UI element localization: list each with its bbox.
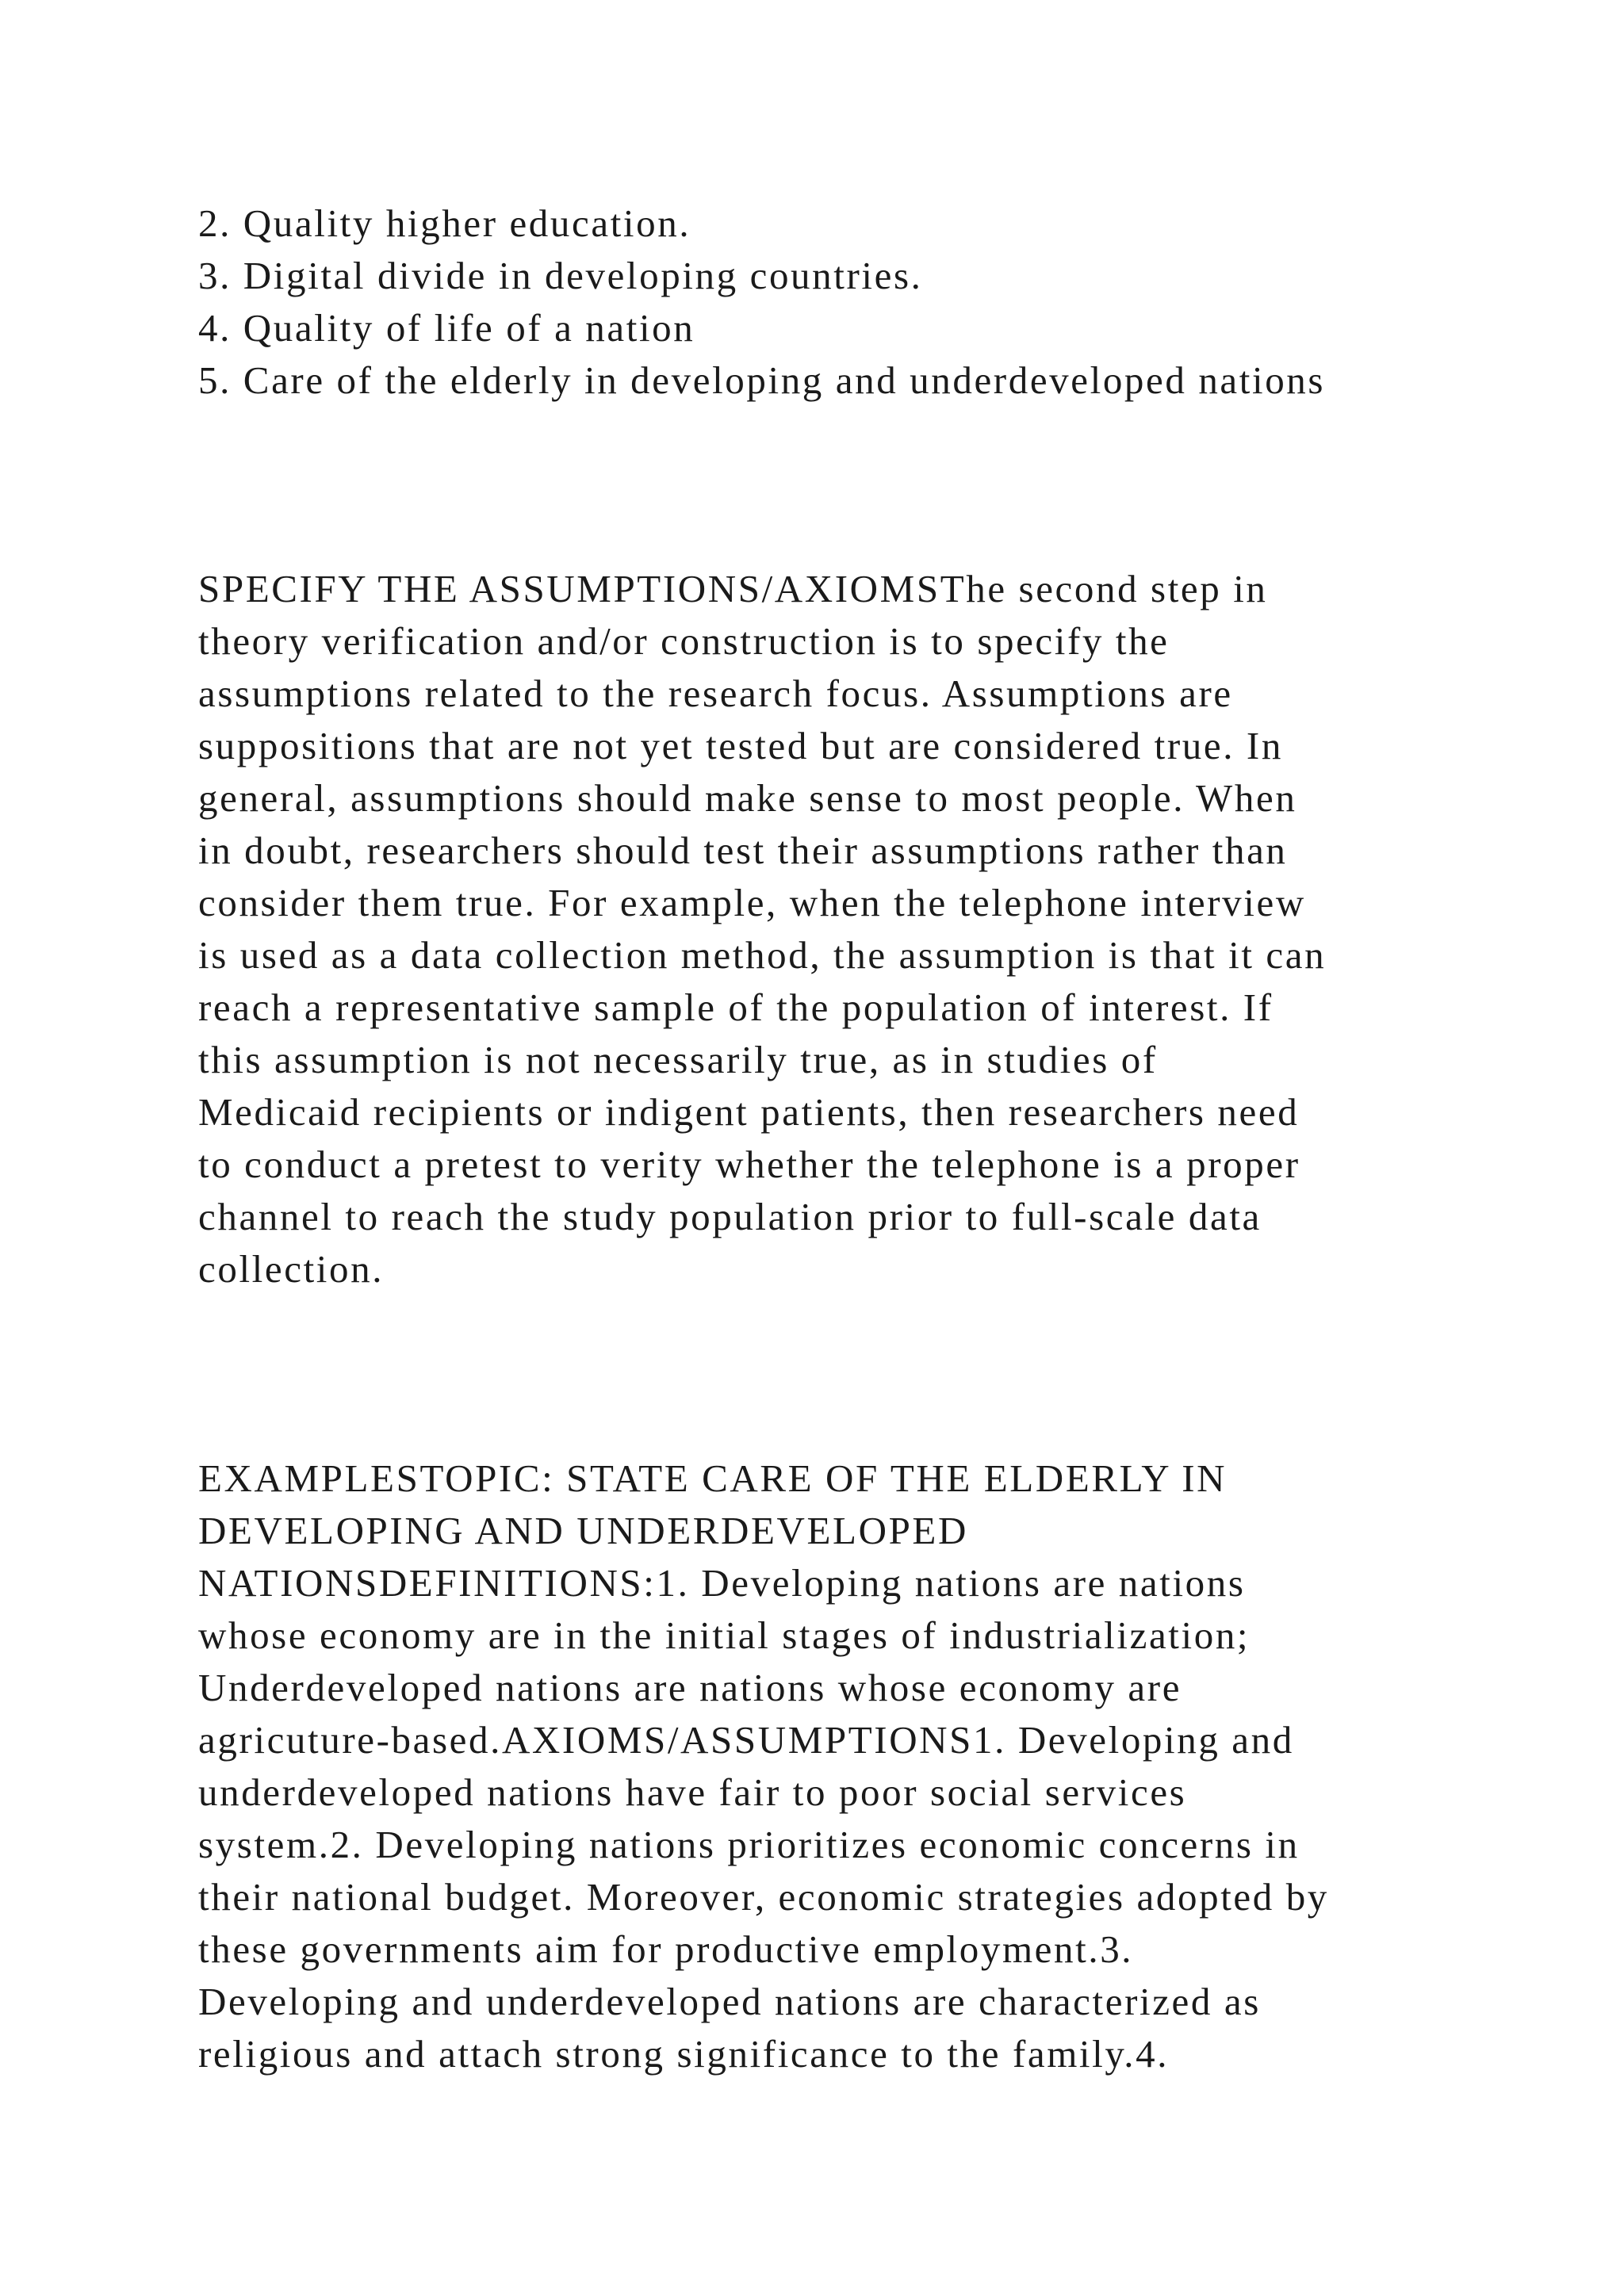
paragraph-line: NATIONSDEFINITIONS:1. Developing nations are nations — [198, 1561, 1246, 1605]
paragraph-line: assumptions related to the research focus. Assumptions are — [198, 672, 1233, 715]
paragraph-line: channel to reach the study population prior to full-scale data — [198, 1195, 1262, 1238]
list-item: 5. Care of the elderly in developing and underdeveloped nations — [198, 358, 1326, 402]
paragraph-line: system.2. Developing nations prioritizes economic concerns in — [198, 1823, 1300, 1866]
paragraph-line: DEVELOPING AND UNDERDEVELOPED — [198, 1509, 968, 1552]
paragraph-line: suppositions that are not yet tested but are considered true. In — [198, 724, 1283, 767]
list-item: 3. Digital divide in developing countries. — [198, 254, 923, 297]
list-item: 2. Quality higher education. — [198, 201, 691, 245]
paragraph-line: Developing and underdeveloped nations are characterized as — [198, 1980, 1261, 2023]
paragraph-line: Underdeveloped nations are nations whose economy are — [198, 1666, 1182, 1709]
paragraph-line: consider them true. For example, when the telephone interview — [198, 881, 1306, 924]
paragraph-line: religious and attach strong significance to the family.4. — [198, 2032, 1170, 2076]
paragraph-line: whose economy are in the initial stages of industrialization; — [198, 1613, 1251, 1657]
paragraph-line: this assumption is not necessarily true, as in studies of — [198, 1038, 1158, 1081]
paragraph-line: their national budget. Moreover, economic strategies adopted by — [198, 1875, 1329, 1919]
paragraph-line: SPECIFY THE ASSUMPTIONS/AXIOMSThe second step in — [198, 567, 1268, 610]
paragraph-line: to conduct a pretest to verity whether the telephone is a proper — [198, 1142, 1300, 1186]
paragraph-line: EXAMPLESTOPIC: STATE CARE OF THE ELDERLY IN — [198, 1456, 1228, 1500]
list-item: 4. Quality of life of a nation — [198, 306, 695, 350]
paragraph-line: reach a representative sample of the population of interest. If — [198, 985, 1274, 1029]
paragraph-line: collection. — [198, 1247, 385, 1291]
paragraph-line: agricuture-based.AXIOMS/ASSUMPTIONS1. Developing and — [198, 1718, 1294, 1762]
paragraph-line: theory verification and/or construction is to specify the — [198, 619, 1170, 663]
paragraph-line: these governments aim for productive employment.3. — [198, 1927, 1134, 1971]
paragraph-line: general, assumptions should make sense to most people. When — [198, 776, 1297, 820]
paragraph-line: in doubt, researchers should test their assumptions rather than — [198, 828, 1288, 872]
paragraph-line: is used as a data collection method, the assumption is that it can — [198, 933, 1327, 977]
paragraph-line: underdeveloped nations have fair to poor social services — [198, 1770, 1187, 1814]
paragraph-line: Medicaid recipients or indigent patients, then researchers need — [198, 1090, 1300, 1134]
